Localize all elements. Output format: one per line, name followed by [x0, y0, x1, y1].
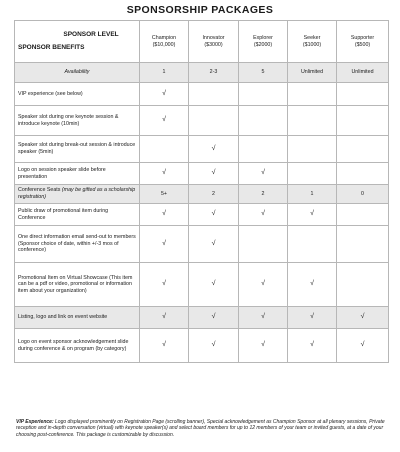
benefit-label: One direct information email send-out to members (Sponsor choice of date, within +/-3 mos of conference): [18, 234, 136, 254]
table-row: [15, 136, 389, 163]
check-mark-cell: √: [189, 163, 239, 185]
benefit-label: Logo on event sponsor acknowledgement slide during conference & on program (by category): [18, 338, 129, 352]
benefit-label: Logo on session speaker slide before presentation: [18, 166, 106, 180]
benefit-cell: [15, 307, 140, 329]
value-cell: 1: [140, 63, 189, 83]
benefit-cell: [15, 263, 140, 307]
empty-cell: [337, 263, 389, 307]
empty-cell: [288, 136, 337, 163]
empty-cell: [337, 163, 389, 185]
value-cell: Unlimited: [288, 63, 337, 83]
tier-price: ($10,000): [152, 41, 176, 48]
empty-cell: [337, 83, 389, 106]
empty-cell: [239, 83, 288, 106]
tier-name: Champion: [151, 34, 177, 41]
value-cell: 2: [239, 185, 288, 204]
table-row: [15, 329, 389, 363]
empty-cell: [288, 83, 337, 106]
value-cell: 5: [239, 63, 288, 83]
empty-cell: [189, 83, 239, 106]
check-mark-cell: √: [288, 204, 337, 226]
vip-footnote: [16, 419, 388, 438]
benefit-cell: [15, 329, 140, 363]
empty-cell: [337, 204, 389, 226]
table-header-row: [15, 21, 389, 63]
check-mark-cell: √: [239, 263, 288, 307]
table-row: [15, 307, 389, 329]
sponsor-level-label: SPONSOR LEVEL: [63, 31, 119, 39]
value-cell: 1: [288, 185, 337, 204]
tier-price: ($3000): [204, 41, 223, 48]
benefit-cell: [15, 204, 140, 226]
check-mark-cell: √: [239, 163, 288, 185]
benefit-label: Promotional Item on Virtual Showcase (This item can be a pdf or video, promotional or information item about your organization): [18, 274, 133, 294]
check-mark-cell: √: [189, 204, 239, 226]
sponsorship-table: [14, 20, 389, 363]
page-title: SPONSORSHIP PACKAGES: [126, 4, 274, 16]
sponsor-benefits-label: SPONSOR BENEFITS: [18, 43, 85, 51]
value-cell: 5+: [140, 185, 189, 204]
check-mark-cell: √: [288, 263, 337, 307]
check-mark-cell: √: [189, 136, 239, 163]
check-mark-cell: √: [239, 204, 288, 226]
value-cell: 2-3: [189, 63, 239, 83]
check-mark-cell: √: [140, 106, 189, 136]
benefit-label: Speaker slot during one keynote session & introduce keynote (10min): [18, 113, 119, 127]
value-cell: Unlimited: [337, 63, 389, 83]
check-mark-cell: √: [239, 307, 288, 329]
check-mark-cell: √: [189, 226, 239, 263]
empty-cell: [239, 106, 288, 136]
tier-header-innovator: [189, 21, 239, 63]
value-cell: 2: [189, 185, 239, 204]
table-row: [15, 226, 389, 263]
benefit-cell: [15, 163, 140, 185]
empty-cell: [337, 106, 389, 136]
tier-price: ($2000): [253, 41, 273, 48]
value-cell: 0: [337, 185, 389, 204]
empty-cell: [239, 226, 288, 263]
benefit-label: VIP experience (see below): [18, 90, 83, 97]
check-mark-cell: √: [140, 204, 189, 226]
tier-name: Innovator: [202, 34, 225, 41]
check-mark-cell: √: [189, 263, 239, 307]
benefit-cell: [15, 63, 140, 83]
check-mark-cell: √: [189, 307, 239, 329]
benefit-cell: [15, 185, 140, 204]
benefit-label: Conference Seats: [18, 187, 61, 194]
tier-header-supporter: [337, 21, 389, 63]
empty-cell: [140, 136, 189, 163]
table-row: [15, 106, 389, 136]
footnote-label: VIP Experience:: [16, 419, 54, 425]
check-mark-cell: √: [140, 83, 189, 106]
header-label-cell: [15, 21, 140, 63]
tier-price: ($1000): [302, 41, 322, 48]
tier-price: ($500): [354, 41, 371, 48]
empty-cell: [337, 136, 389, 163]
empty-cell: [239, 136, 288, 163]
benefit-cell: [15, 83, 140, 106]
benefit-label: Listing, logo and link on event website: [18, 314, 108, 321]
empty-cell: [337, 226, 389, 263]
benefit-cell: [15, 226, 140, 263]
footnote-text: Logo displayed prominently on Registration Page (scrolling banner), Special acknowledgement as Champion Sponsor at all plenary sessions, Private reception and in-depth conversation (virtual) with keynote speaker(s) and select board members for up to 12 members of your team or invited guests, at a date of your choosing post-conference. This package is customizable by discussion.: [16, 419, 385, 438]
tier-name: Explorer: [253, 34, 273, 41]
check-mark-cell: √: [140, 263, 189, 307]
table-row: [15, 83, 389, 106]
check-mark-cell: √: [140, 226, 189, 263]
tier-name: Seeker: [303, 34, 321, 41]
benefit-note: (may be gifted as a scholarship registration): [18, 187, 136, 200]
table-row: [15, 63, 389, 83]
table-row: [15, 263, 389, 307]
check-mark-cell: √: [337, 329, 389, 363]
tier-header-explorer: [239, 21, 288, 63]
check-mark-cell: √: [288, 329, 337, 363]
empty-cell: [189, 106, 239, 136]
check-mark-cell: √: [140, 307, 189, 329]
check-mark-cell: √: [140, 163, 189, 185]
table-row: [15, 204, 389, 226]
benefit-label: Speaker slot during break-out session & introduce speaker (5min): [18, 142, 136, 155]
benefit-label: Availability: [64, 69, 90, 76]
benefit-cell: [15, 106, 140, 136]
tier-header-champion: [140, 21, 189, 63]
empty-cell: [288, 163, 337, 185]
check-mark-cell: √: [239, 329, 288, 363]
table-row: [15, 163, 389, 185]
empty-cell: [288, 106, 337, 136]
check-mark-cell: √: [288, 307, 337, 329]
check-mark-cell: √: [140, 329, 189, 363]
benefit-cell: [15, 136, 140, 163]
benefit-label: Public draw of promotional item during Conference: [18, 207, 109, 221]
table-row: [15, 185, 389, 204]
check-mark-cell: √: [189, 329, 239, 363]
tier-name: Supporter: [350, 34, 375, 41]
check-mark-cell: √: [337, 307, 389, 329]
tier-header-seeker: [288, 21, 337, 63]
empty-cell: [288, 226, 337, 263]
